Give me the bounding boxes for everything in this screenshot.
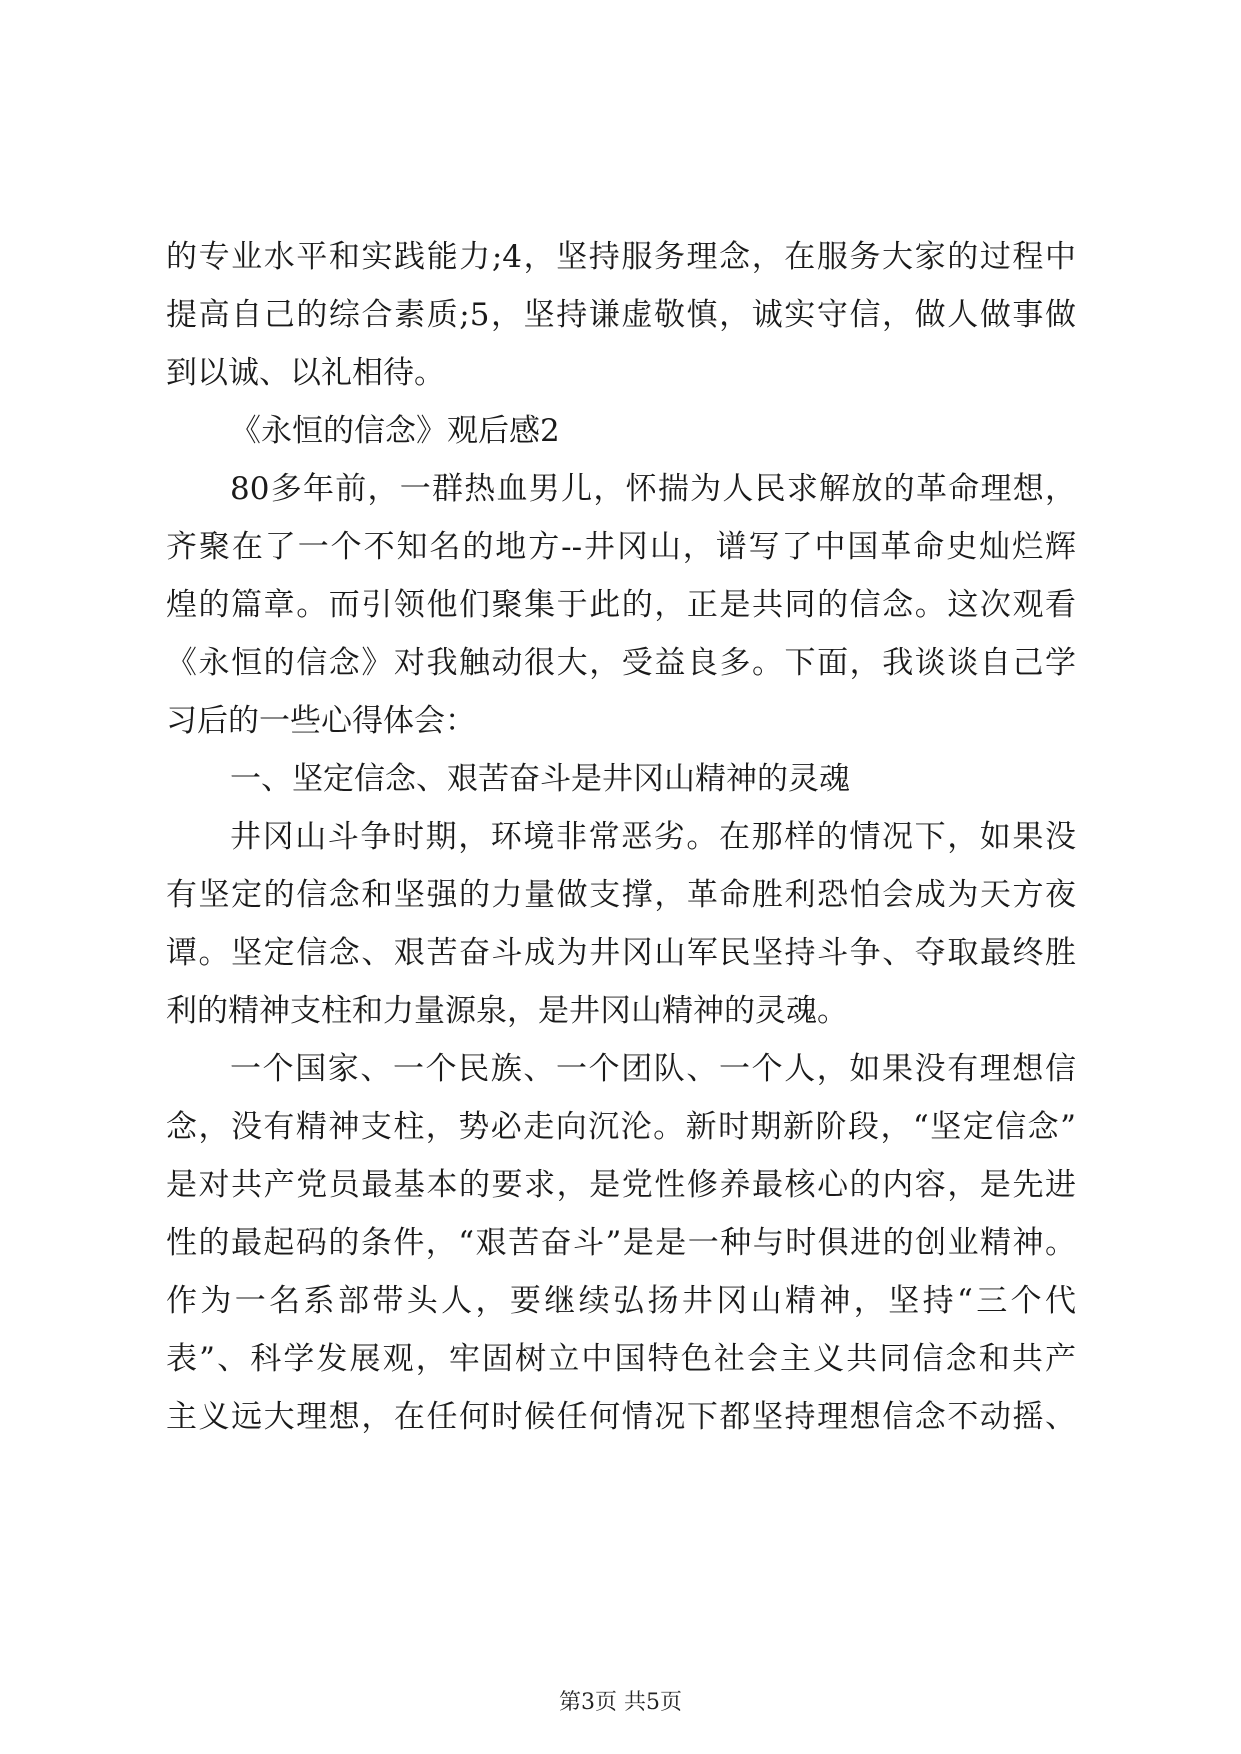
section-title: 《永恒的信念》观后感2 (230, 413, 560, 449)
text-line: 性的最起码的条件，“艰苦奋斗”是是一种与时俱进的创业精神。 (166, 1225, 1076, 1261)
text-line: 主义远大理想，在任何时候任何情况下都坚持理想信念不动摇、 (166, 1399, 1076, 1435)
text-line: 一个国家、一个民族、一个团队、一个人，如果没有理想信 (230, 1051, 1076, 1087)
text-line: 提高自己的综合素质;5，坚持谦虚敬慎，诚实守信，做人做事做 (166, 297, 1076, 333)
page-number: 第3页 共5页 (559, 1690, 682, 1715)
text-line: 表”、科学发展观，牢固树立中国特色社会主义共同信念和共产 (166, 1341, 1076, 1377)
text-line: 是对共产党员最基本的要求，是党性修养最核心的内容，是先进 (166, 1167, 1076, 1203)
text-line: 齐聚在了一个不知名的地方--井冈山，谱写了中国革命史灿烂辉 (166, 529, 1076, 565)
text-line: 井冈山斗争时期，环境非常恶劣。在那样的情况下，如果没 (230, 819, 1076, 855)
text-line: 习后的一些心得体会： (166, 703, 476, 739)
document-body (166, 228, 1076, 1446)
text-line: 的专业水平和实践能力;4，坚持服务理念，在服务大家的过程中 (166, 239, 1076, 275)
text-line: 《永恒的信念》对我触动很大，受益良多。下面，我谈谈自己学 (166, 645, 1076, 681)
text-line: 80多年前，一群热血男儿，怀揣为人民求解放的革命理想， (230, 471, 1076, 507)
text-line: 利的精神支柱和力量源泉，是井冈山精神的灵魂。 (166, 993, 848, 1029)
text-line: 有坚定的信念和坚强的力量做支撑，革命胜利恐怕会成为天方夜 (166, 877, 1076, 913)
text-line: 谭。坚定信念、艰苦奋斗成为井冈山军民坚持斗争、夺取最终胜 (166, 935, 1076, 971)
section-heading: 一、坚定信念、艰苦奋斗是井冈山精神的灵魂 (230, 761, 850, 797)
text-line: 到以诚、以礼相待。 (166, 355, 445, 391)
text-line: 煌的篇章。而引领他们聚集于此的，正是共同的信念。这次观看 (166, 587, 1076, 623)
text-line: 念，没有精神支柱，势必走向沉沦。新时期新阶段，“坚定信念” (166, 1109, 1076, 1145)
text-line: 作为一名系部带头人，要继续弘扬井冈山精神，坚持“三个代 (166, 1283, 1076, 1319)
